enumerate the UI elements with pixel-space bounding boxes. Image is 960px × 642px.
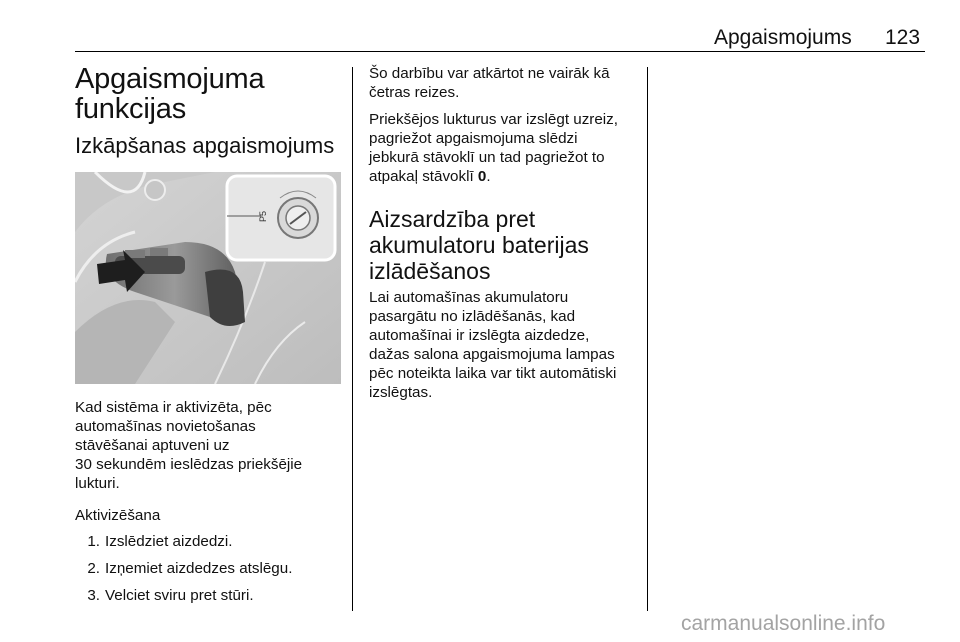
text-line: dažas salona apgaismojuma lampas: [369, 346, 615, 363]
step-text: Velciet sviru pret stūri.: [105, 587, 254, 604]
figure-label: P5: [258, 210, 268, 222]
position-zero-symbol: 0: [477, 168, 487, 185]
text-line: automašīnas novietošanas: [75, 418, 256, 435]
heading-line: akumulatoru baterijas: [369, 232, 589, 258]
watermark: carmanualsonline.info: [681, 612, 886, 635]
section-title-line: funkcijas: [75, 93, 187, 125]
text-line: pēc noteikta laika var tikt automātiski: [369, 365, 617, 382]
text-line: pagriežot apgaismojuma slēdzi: [369, 130, 578, 147]
heading-line: Aizsardzība pret: [369, 206, 536, 232]
intro-paragraph: [75, 398, 345, 493]
header-rule: [75, 51, 925, 52]
column-divider-1: [352, 67, 353, 611]
paragraph-switch-off: [369, 110, 639, 186]
text-fragment: atpakaļ stāvoklī: [369, 168, 478, 185]
text-line: pasargātu no izlādēšanās, kad: [369, 308, 576, 325]
battery-protection-heading: [369, 206, 639, 284]
paragraph-repeat: [369, 64, 639, 102]
light-stalk-illustration: [75, 172, 341, 384]
section-title-line: Apgaismojuma: [75, 63, 265, 95]
activation-heading: Aktivizēšana: [75, 507, 161, 524]
text-line: Priekšējos lukturus var izslēgt uzreiz,: [369, 111, 618, 128]
text-line: Šo darbību var atkārtot ne vairāk kā: [369, 65, 610, 82]
page-number: 123: [885, 26, 921, 49]
text-line: automašīnai ir izslēgta aizdedze,: [369, 327, 590, 344]
column-divider-2: [647, 67, 648, 611]
text-line: jebkurā stāvoklī un tad pagriežot to: [369, 149, 605, 166]
list-item: [75, 586, 345, 605]
heading-line: izlādēšanos: [369, 258, 491, 284]
text-line: Lai automašīnas akumulatoru: [369, 289, 569, 306]
text-line: izslēgtas.: [369, 384, 433, 401]
running-header-title: Apgaismojums: [714, 26, 852, 49]
step-number: 1.: [87, 533, 100, 550]
text-line: 30 sekundēm ieslēdzas priekšējie: [75, 456, 303, 473]
activation-steps: [75, 532, 345, 605]
text-line: stāvēšanai aptuveni uz: [75, 437, 230, 454]
text-line: [369, 167, 639, 186]
list-item: [75, 532, 345, 551]
step-text: Izslēdziet aizdedzi.: [105, 533, 233, 550]
column-1: [75, 64, 345, 605]
subsection-title: Izkāpšanas apgaismojums: [75, 133, 335, 158]
text-line: lukturi.: [75, 475, 120, 492]
list-item: [75, 559, 345, 578]
step-text: Izņemiet aizdedzes atslēgu.: [105, 560, 293, 577]
step-number: 3.: [87, 587, 100, 604]
step-number: 2.: [87, 560, 100, 577]
section-title: [75, 64, 345, 124]
column-2: [369, 64, 639, 402]
text-line: Kad sistēma ir aktivizēta, pēc: [75, 399, 272, 416]
text-fragment: .: [486, 168, 491, 185]
exit-lighting-figure: [75, 172, 341, 384]
paragraph-battery: [369, 288, 639, 402]
text-line: četras reizes.: [369, 84, 460, 101]
